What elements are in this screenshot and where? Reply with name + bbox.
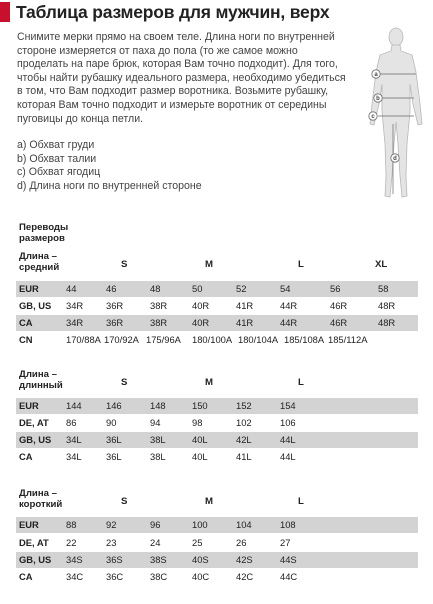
table-cell: 154 (280, 400, 296, 411)
table-row (16, 449, 418, 465)
table-cell: 96 (150, 519, 161, 530)
size-label-m: M (205, 496, 213, 507)
row-label: CA (19, 317, 33, 328)
table-cell: 48 (150, 283, 161, 294)
table-row (16, 569, 418, 585)
table-cell: 44C (280, 571, 298, 582)
title-bar (0, 0, 433, 24)
row-label: CN (19, 334, 33, 345)
table-cell: 40C (192, 571, 210, 582)
size-label-s: S (121, 377, 128, 388)
table-cell: 44L (280, 451, 296, 462)
table-cell: 22 (66, 537, 77, 548)
legend-item-b: b) Обхват талии (17, 152, 97, 165)
table-row (16, 517, 418, 533)
size-label-s: S (121, 496, 128, 507)
table-cell: 92 (106, 519, 117, 530)
table-cell: 40L (192, 451, 208, 462)
table-cell: 148 (150, 400, 166, 411)
table-cell: 26 (236, 537, 247, 548)
table-cell: 104 (236, 519, 252, 530)
table-cell: 48R (378, 300, 396, 311)
table-cell: 40R (192, 300, 210, 311)
table-cell: 36R (106, 300, 124, 311)
table-cell: 44S (280, 554, 297, 565)
table-row (16, 298, 418, 314)
table-cell: 40S (192, 554, 209, 565)
figure-marker-b: b (376, 96, 380, 102)
row-label: GB, US (19, 554, 52, 565)
legend-item-d: d) Длина ноги по внутренней стороне (17, 179, 202, 192)
table-cell: 180/104A (238, 334, 279, 345)
table-cell: 46R (330, 300, 348, 311)
intro-text: Снимите мерки прямо на своем теле. Длина ноги по внутренней стороне измеряется от паха до пола (то же самое можно проделать на паре брюк, которая Вам точно подходит). Для того, чтобы найти рубашку идеального размера, необходимо убедиться в том, что Вам подходит размер воротника. Возьмите рубашку, которая Вам точно подходит и измерьте воротник от середины пуговицы до конца петли. (17, 31, 346, 125)
legend-item-a: a) Обхват груди (17, 139, 95, 151)
table-cell: 48R (378, 317, 396, 328)
row-label: CA (19, 571, 33, 582)
row-label: EUR (19, 283, 39, 294)
table-cell: 100 (192, 519, 208, 530)
size-label-xl: XL (375, 259, 388, 270)
table-cell: 52 (236, 283, 247, 294)
table-cell: 44R (280, 317, 298, 328)
table-cell: 41R (236, 317, 254, 328)
table-cell: 94 (150, 417, 161, 428)
table-cell: 41R (236, 300, 254, 311)
table-cell: 146 (106, 400, 122, 411)
table-cell: 102 (236, 417, 252, 428)
table-cell: 34S (66, 554, 83, 565)
table-cell: 42L (236, 434, 252, 445)
table-cell: 58 (378, 283, 389, 294)
table-cell: 170/92A (104, 334, 139, 345)
table-cell: 42C (236, 571, 254, 582)
table-cell: 36L (106, 434, 122, 445)
table-cell: 54 (280, 283, 291, 294)
table-cell: 38L (150, 451, 166, 462)
table-row (16, 332, 418, 348)
table-cell: 40L (192, 434, 208, 445)
table-row (16, 315, 418, 331)
table-cell: 34R (66, 300, 84, 311)
size-label-m: M (205, 259, 213, 270)
table-cell: 44R (280, 300, 298, 311)
table-row (16, 398, 418, 414)
size-label-l: L (298, 496, 304, 507)
size-label-l: L (298, 259, 304, 270)
table-cell: 34L (66, 434, 82, 445)
table-row (16, 535, 418, 551)
table-cell: 36C (106, 571, 124, 582)
row-label: EUR (19, 519, 39, 530)
section-head-medium: Длина – средний (19, 251, 60, 273)
table-cell: 88 (66, 519, 77, 530)
section-head-long: Длина – длинный (19, 369, 63, 391)
page-title: Таблица размеров для мужчин, верх (16, 1, 330, 22)
table-cell: 25 (192, 537, 203, 548)
legend-item-c: c) Обхват ягодиц (17, 166, 101, 179)
table-row (16, 415, 418, 431)
table-cell: 46R (330, 317, 348, 328)
table-cell: 86 (66, 417, 77, 428)
table-cell: 175/96A (146, 334, 181, 345)
table-cell: 44 (66, 283, 77, 294)
table-cell: 98 (192, 417, 203, 428)
table-cell: 44L (280, 434, 296, 445)
row-label: DE, AT (19, 537, 49, 548)
table-cell: 24 (150, 537, 161, 548)
table-cell: 106 (280, 417, 296, 428)
table-row (16, 432, 418, 448)
table-cell: 41L (236, 451, 252, 462)
size-label-l: L (298, 377, 304, 388)
table-cell: 185/108A (284, 334, 325, 345)
row-label: GB, US (19, 434, 52, 445)
translations-label: Переводы размеров (19, 222, 69, 244)
table-row (16, 281, 418, 297)
table-cell: 38S (150, 554, 167, 565)
measurement-legend (17, 139, 202, 193)
table-cell: 23 (106, 537, 117, 548)
row-label: EUR (19, 400, 39, 411)
table-cell: 185/112A (328, 334, 368, 345)
table-cell: 36R (106, 317, 124, 328)
table-cell: 108 (280, 519, 296, 530)
table-cell: 40R (192, 317, 210, 328)
table-cell: 38L (150, 434, 166, 445)
table-cell: 90 (106, 417, 117, 428)
row-label: DE, AT (19, 417, 49, 428)
table-cell: 38R (150, 300, 168, 311)
table-cell: 56 (330, 283, 341, 294)
table-cell: 36S (106, 554, 123, 565)
table-cell: 34C (66, 571, 84, 582)
table-cell: 150 (192, 400, 208, 411)
size-label-s: S (121, 259, 128, 270)
row-label: CA (19, 451, 33, 462)
table-cell: 34L (66, 451, 82, 462)
table-cell: 38C (150, 571, 168, 582)
table-cell: 34R (66, 317, 84, 328)
table-cell: 152 (236, 400, 252, 411)
title-accent (0, 2, 10, 22)
table-cell: 170/88A (66, 334, 101, 345)
table-cell: 46 (106, 283, 117, 294)
table-row (16, 552, 418, 568)
table-cell: 180/100A (192, 334, 233, 345)
size-label-m: M (205, 377, 213, 388)
table-cell: 38R (150, 317, 168, 328)
table-cell: 42S (236, 554, 253, 565)
table-cell: 36L (106, 451, 122, 462)
body-figure-icon (360, 26, 430, 206)
figure-marker-a: a (374, 72, 378, 78)
table-cell: 50 (192, 283, 203, 294)
table-cell: 144 (66, 400, 82, 411)
section-head-short: Длина – короткий (19, 488, 63, 510)
row-label: GB, US (19, 300, 52, 311)
table-cell: 27 (280, 537, 291, 548)
figure-marker-d: d (393, 156, 397, 162)
figure-marker-c: c (371, 114, 375, 120)
